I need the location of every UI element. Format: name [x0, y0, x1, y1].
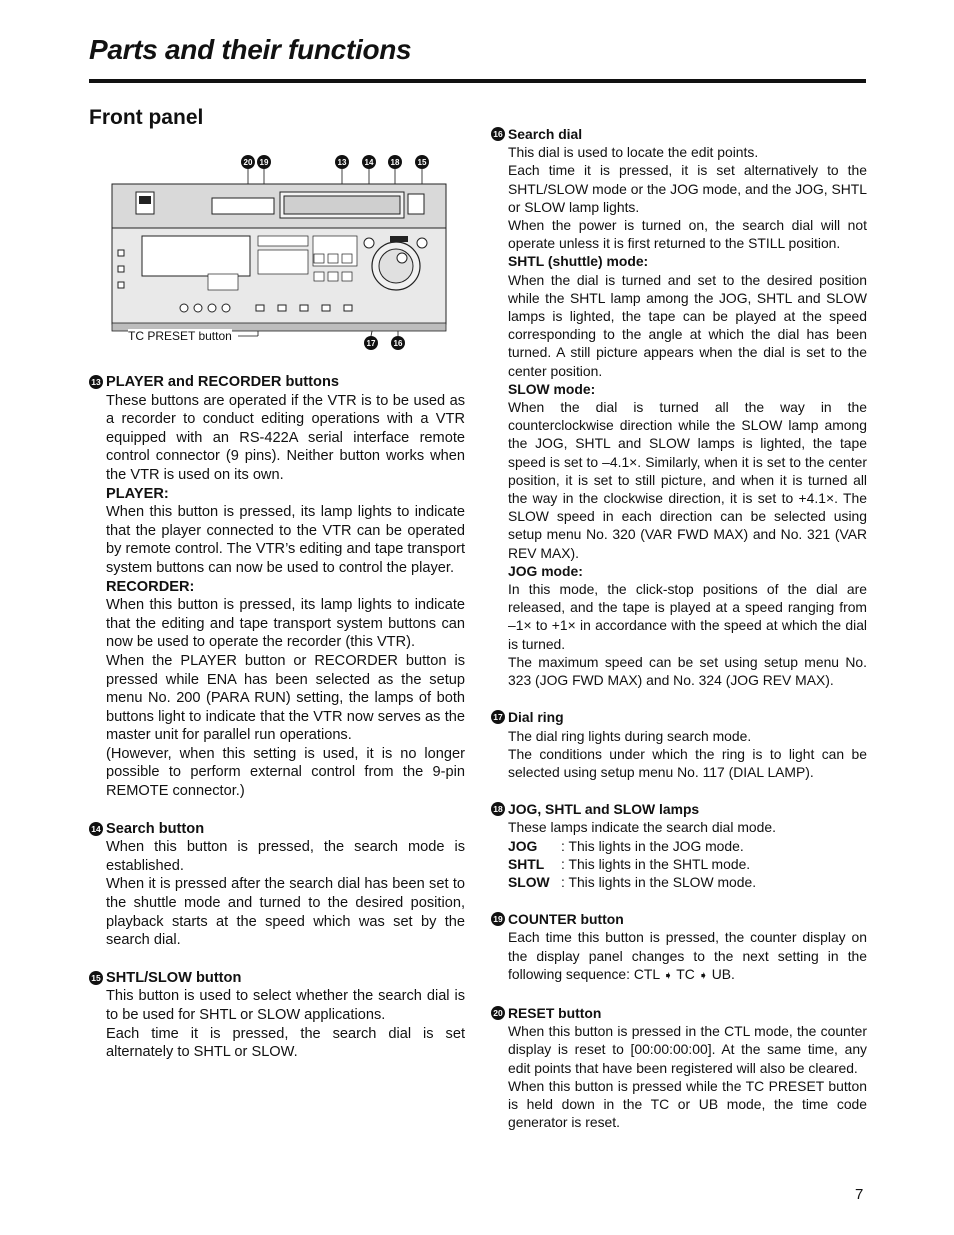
item-14	[89, 820, 465, 950]
callout-15: 15	[417, 158, 427, 167]
sub-heading: JOG mode:	[508, 562, 583, 579]
callout-13: 13	[337, 158, 347, 167]
item-heading: Dial ring	[508, 709, 564, 726]
item-number-badge: 18	[491, 802, 505, 816]
item-heading: SHTL/SLOW button	[106, 969, 242, 986]
item-text: When this button is pressed, its lamp lights to indicate that the editing and tape transport system buttons can now be used to operate the recorder (this VTR).	[106, 597, 465, 651]
item-text: This button is used to select whether the search dial is to be used for SHTL or SLOW applications.	[106, 988, 465, 1023]
sub-heading: RECORDER:	[106, 578, 195, 595]
item-text: (However, when this setting is used, it is no longer possible to perform external control from the 9-pin REMOTE connector.)	[106, 745, 465, 800]
item-heading: COUNTER button	[508, 911, 624, 928]
item-text: When the dial is turned all the way in the counterclockwise direction while the SLOW lamp among the JOG, SHTL and SLOW lamps is lighted, the tape speed is set to –4.1×. Similarly, when it is set to the center position, it is set to still picture, and when it is turned all the way in the clockwise direction, it is set to +4.1×. The SLOW speed in each direction can be selected using setup menu No. 320 (VAR FWD MAX) and No. 321 (VAR REV MAX).	[508, 399, 867, 561]
callout-16: 16	[393, 339, 403, 348]
item-heading: Search dial	[508, 126, 583, 142]
section-title: Front panel	[89, 106, 204, 129]
item-number-badge: 13	[89, 375, 103, 389]
item-text: The dial ring lights during search mode.	[508, 727, 752, 744]
item-text: In this mode, the click-stop positions of the dial are released, and the tape is played at a speed ranging from –1× to +1× in accordance with the speed at which the dial is turned.	[508, 581, 867, 652]
sub-heading: PLAYER:	[106, 485, 169, 502]
item-text: When this button is pressed in the CTL mode, the counter display is reset to [00:00:00:00]. At the same time, any edit points that have been registered will also be cleared.	[508, 1023, 867, 1076]
item-heading: PLAYER and RECORDER buttons	[106, 374, 339, 390]
item-text: These lamps indicate the search dial mode.	[508, 819, 776, 836]
callout-14: 14	[364, 158, 374, 167]
item-text: The maximum speed can be set using setup menu No. 323 (JOG FWD MAX) and No. 324 (JOG REV MAX).	[508, 653, 867, 689]
item-text: When this button is pressed, the search mode is established.	[106, 839, 465, 874]
item-text: Each time it is pressed, the search dial is set alternately to SHTL or SLOW.	[106, 1025, 465, 1061]
item-18	[491, 800, 867, 891]
item-15	[89, 969, 465, 1062]
item-19	[491, 910, 867, 985]
arrow-icon: ➧	[663, 969, 673, 982]
item-number-badge: 17	[491, 710, 505, 724]
sub-heading: SHTL (shuttle) mode:	[508, 253, 649, 270]
lamp-row: JOG : This lights in the JOG mode.	[508, 837, 744, 854]
item-text: When it is pressed after the search dial has been set to the shuttle mode and turned to the desired position, playback starts at the speed which was set by the search dial.	[106, 876, 465, 949]
item-text: When this button is pressed while the TC PRESET button is held down in the TC or UB mode, the time code generator is reset.	[508, 1077, 867, 1131]
tc-preset-label: TC PRESET button	[128, 329, 232, 343]
lamp-row: SLOW : This lights in the SLOW mode.	[508, 873, 757, 890]
item-text: This dial is used to locate the edit points.	[508, 144, 759, 161]
item-number-badge: 20	[491, 1006, 505, 1020]
item-13	[89, 373, 465, 801]
item-17	[491, 708, 867, 781]
item-heading: Search button	[106, 820, 205, 837]
callout-19: 19	[259, 158, 269, 167]
page-number: 7	[855, 1186, 864, 1203]
lamp-row: SHTL : This lights in the SHTL mode.	[508, 855, 751, 872]
item-text: These buttons are operated if the VTR is to be used as a recorder to conduct editing operations with a VTR equipped with an RS-422A serial interface remote control connector (9 pins). Neither button works when the VTR is used on its own.	[106, 392, 465, 483]
right-column	[491, 125, 867, 1150]
item-number-badge: 16	[491, 127, 505, 141]
item-text: The conditions under which the ring is to light can be selected using setup menu No. 117 (DIAL LAMP).	[508, 745, 867, 780]
item-number-badge: 15	[89, 971, 103, 985]
callout-20: 20	[243, 158, 253, 167]
item-text: When the dial is turned and set to the desired position while the SHTL lamp among the JOG, SHTL and SLOW lamps is lighted, the tape can be played at the speed corresponding to the angle at which the dial has been turned. A still picture appears when the dial is set to the center position.	[508, 271, 867, 379]
item-text: When this button is pressed, its lamp lights to indicate that the player connected to the VTR can be operated by remote control. The VTR’s editing and tape transport system buttons can now be used to control the player.	[106, 504, 465, 576]
page-title: Parts and their functions	[89, 34, 412, 65]
item-number-badge: 19	[491, 912, 505, 926]
callout-17: 17	[366, 339, 376, 348]
item-heading: RESET button	[508, 1004, 602, 1021]
item-text: When the PLAYER button or RECORDER button is pressed while ENA has been selected as the setup menu No. 200 (PARA RUN) setting, the lamps of both buttons light to indicate that the VTR now serves as the master unit for parallel run operations.	[106, 652, 465, 744]
left-column	[89, 373, 465, 1081]
item-heading: JOG, SHTL and SLOW lamps	[508, 801, 700, 818]
item-text: Each time this button is pressed, the counter display on the display panel changes to the next setting in the following sequence: CTL ➧ TC ➧ UB.	[508, 929, 867, 982]
item-16	[491, 125, 867, 689]
item-text: Each time it is pressed, it is set alternatively to the SHTL/SLOW mode or the JOG mode, and the JOG, SHTL or SLOW lamp lights.	[508, 162, 867, 215]
callout-18: 18	[390, 158, 400, 167]
item-20	[491, 1004, 867, 1131]
item-text: When the power is turned on, the search dial will not operate unless it is first returned to the STILL position.	[508, 217, 867, 252]
sub-heading: SLOW mode:	[508, 380, 596, 397]
arrow-icon: ➧	[698, 969, 708, 982]
title-rule	[89, 79, 866, 83]
item-number-badge: 14	[89, 822, 103, 836]
